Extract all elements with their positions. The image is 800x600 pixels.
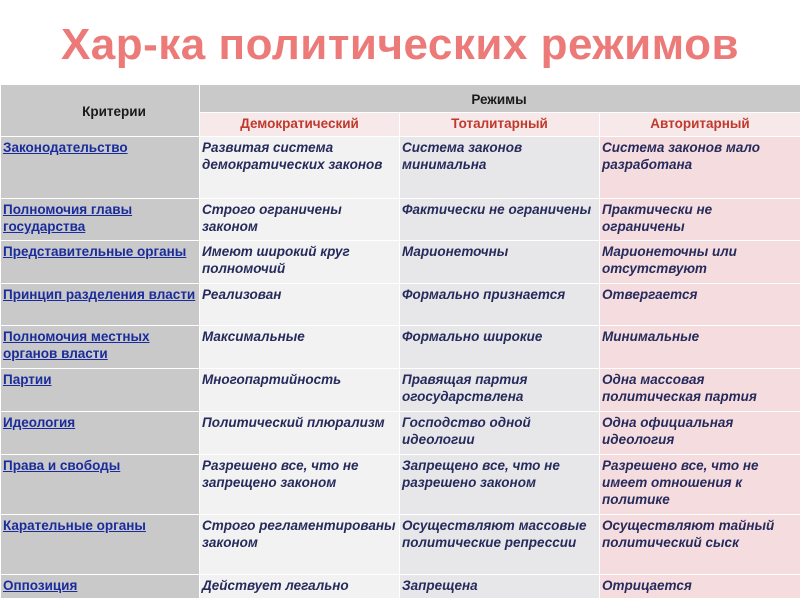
democratic-cell: Строго регламентированы законом — [200, 515, 400, 575]
regimes-header: Режимы — [200, 85, 800, 113]
authoritarian-cell: Марионеточны или отсутствуют — [600, 241, 800, 284]
table-row — [1, 326, 800, 369]
criterion-link[interactable]: Идеология — [1, 412, 200, 455]
democratic-cell: Реализован — [200, 284, 400, 326]
regimes-table — [0, 84, 800, 599]
authoritarian-cell: Минимальные — [600, 326, 800, 369]
authoritarian-cell: Отрицается — [600, 575, 800, 599]
democratic-header: Демократический — [200, 113, 400, 137]
table-row — [1, 455, 800, 515]
democratic-cell: Действует легально — [200, 575, 400, 599]
totalitarian-cell: Фактически не ограничены — [400, 199, 600, 241]
totalitarian-cell: Марионеточны — [400, 241, 600, 284]
democratic-cell: Максимальные — [200, 326, 400, 369]
criterion-link[interactable]: Полномочия главы государства — [1, 199, 200, 241]
criterion-link[interactable]: Представительные органы — [1, 241, 200, 284]
table-row — [1, 575, 800, 599]
table-row — [1, 412, 800, 455]
democratic-cell: Разрешено все, что не запрещено законом — [200, 455, 400, 515]
page-title: Хар-ка политических режимов — [60, 20, 740, 69]
authoritarian-cell: Практически не ограничены — [600, 199, 800, 241]
authoritarian-header: Авторитарный — [600, 113, 800, 137]
authoritarian-cell: Одна массовая политическая партия — [600, 369, 800, 412]
totalitarian-cell: Правящая партия огосударствлена — [400, 369, 600, 412]
authoritarian-cell: Разрешено все, что не имеет отношения к политике — [600, 455, 800, 515]
table-row — [1, 369, 800, 412]
totalitarian-header: Тоталитарный — [400, 113, 600, 137]
democratic-cell: Развитая система демократических законов — [200, 137, 400, 199]
criterion-link[interactable]: Оппозиция — [1, 575, 200, 599]
criterion-link[interactable]: Партии — [1, 369, 200, 412]
criterion-link[interactable]: Карательные органы — [1, 515, 200, 575]
criterion-link[interactable]: Законодательство — [1, 137, 200, 199]
totalitarian-cell: Запрещена — [400, 575, 600, 599]
criterion-link[interactable]: Полномочия местных органов власти — [1, 326, 200, 369]
table-row — [1, 284, 800, 326]
totalitarian-cell: Система законов минимальна — [400, 137, 600, 199]
criteria-header: Критерии — [1, 85, 200, 137]
totalitarian-cell: Формально широкие — [400, 326, 600, 369]
authoritarian-cell: Система законов мало разработана — [600, 137, 800, 199]
democratic-cell: Строго ограничены законом — [200, 199, 400, 241]
table-row — [1, 199, 800, 241]
democratic-cell: Многопартийность — [200, 369, 400, 412]
table-row — [1, 241, 800, 284]
authoritarian-cell: Осуществляют тайный политический сыск — [600, 515, 800, 575]
totalitarian-cell: Формально признается — [400, 284, 600, 326]
criterion-link[interactable]: Права и свободы — [1, 455, 200, 515]
democratic-cell: Политический плюрализм — [200, 412, 400, 455]
totalitarian-cell: Осуществляют массовые политические репрессии — [400, 515, 600, 575]
authoritarian-cell: Одна официальная идеология — [600, 412, 800, 455]
totalitarian-cell: Господство одной идеологии — [400, 412, 600, 455]
totalitarian-cell: Запрещено все, что не разрешено законом — [400, 455, 600, 515]
authoritarian-cell: Отвергается — [600, 284, 800, 326]
table-row — [1, 137, 800, 199]
table-row — [1, 515, 800, 575]
criterion-link[interactable]: Принцип разделения власти — [1, 284, 200, 326]
democratic-cell: Имеют широкий круг полномочий — [200, 241, 400, 284]
